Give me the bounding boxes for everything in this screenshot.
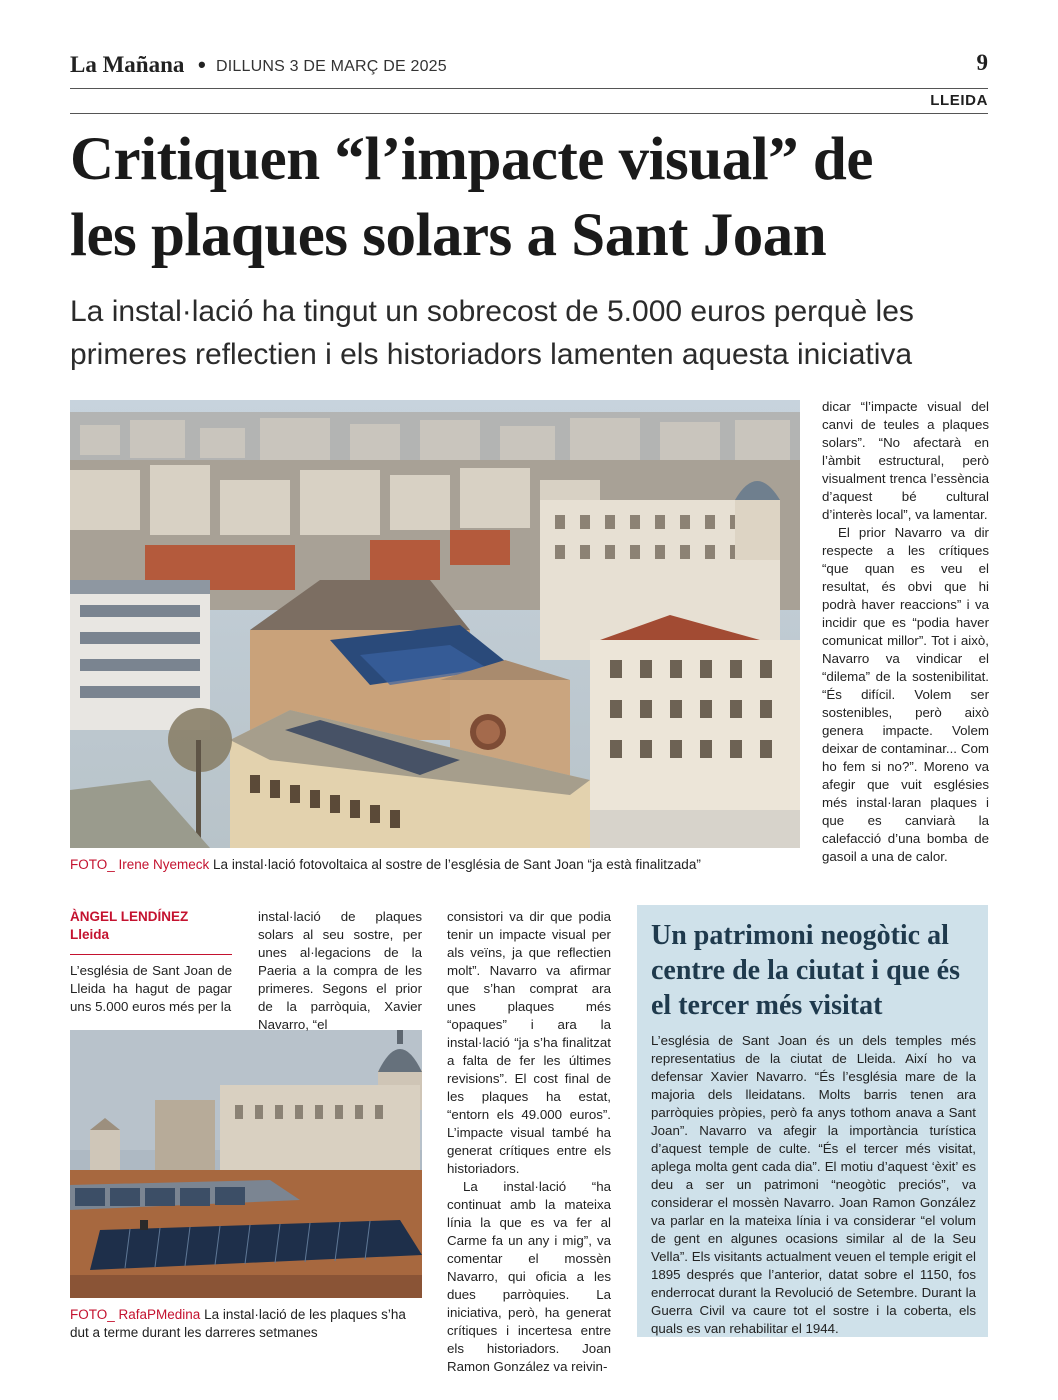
byline-rule	[70, 954, 232, 955]
secondary-photo-caption	[70, 1306, 422, 1342]
body-column-1	[70, 962, 232, 1016]
byline-author: ÀNGEL LENDÍNEZ	[70, 909, 189, 924]
main-photo-church-aerial	[70, 400, 800, 848]
caption-text: La instal·lació fotovoltaica al sostre de l’església de Sant Joan “ja està finalitzada”	[209, 857, 701, 872]
subheadline-line-1: La instal·lació ha tingut un sobrecost de 5.000 euros perquè les	[70, 295, 914, 328]
paragraph: El prior Navarro va dir respecte a les crítiques “que quan es veu el resultat, és obvi que hi podrà haver reaccions” i va incidir que es “podia haver comunicat millor”. Tot i això, Navarro va vindicar el “dilema” de la sostenibilitat. “És difícil. Volem ser sostenibles, però això genera impacte. Volem deixar de contaminar... Com ho fem si no?”. Moreno va afegir que vuit esglésies més instal·laran plaques i que es canviarà la calefacció d’una bomba de gasoil a una de calor.	[822, 525, 989, 864]
dateline: DILLUNS 3 DE MARÇ DE 2025	[216, 58, 447, 75]
photo-credit: FOTO_ RafaPMedina	[70, 1307, 201, 1322]
body-column-3	[447, 908, 611, 1376]
page-number: 9	[976, 50, 988, 75]
subheadline-line-2: primeres reflectien i els historiadors lamenten aquesta iniciativa	[70, 338, 913, 371]
body-column-right	[822, 398, 989, 866]
byline-place: Lleida	[70, 927, 110, 942]
header-rule	[70, 88, 988, 89]
headline-line-1: Critiquen “l’impacte visual” de	[70, 126, 873, 193]
paragraph: dicar “l’impacte visual del canvi de teules a plaques solars”. “No afectarà en l’àmbit estructural, però visualment trenca l’essència d’aquest bé cultural d’interès local”, va lamentar.	[822, 399, 989, 522]
subheadline	[70, 290, 1010, 376]
section-label: LLEIDA	[930, 92, 988, 109]
secondary-photo-solar-roof	[70, 1030, 422, 1298]
paragraph: L’església de Sant Joan de Lleida ha hagut de pagar uns 5.000 euros més per la	[70, 963, 232, 1014]
paragraph: instal·lació de plaques solars al seu sostre, per unes al·legacions de la Paeria a la compra de les primeres. Segons el prior de la parròquia, Xavier Navarro, “el	[258, 909, 422, 1032]
section-rule	[70, 113, 988, 114]
body-column-2	[258, 908, 422, 1034]
caption-text: La instal·lació de les plaques s’ha dut a terme durant les darreres setmanes	[70, 1307, 406, 1340]
sidebar-title: Un patrimoni neogòtic al centre de la ciutat i que és el tercer més visitat	[651, 920, 960, 1021]
photo-credit: FOTO_ Irene Nyemeck	[70, 857, 210, 872]
byline	[70, 908, 232, 944]
main-photo-caption	[70, 856, 810, 874]
masthead-logo: La Mañana	[70, 52, 185, 77]
sidebar-body: L’església de Sant Joan és un dels temples més representatius de la ciutat de Lleida. Així ho va defensar Xavier Navarro. “És l’església mare de la majoria dels lleidatans. Molts barris tenen ara parròquies pròpies, però fa anys tothom anava a Sant Joan”. Navarro va afegir la importància turística d’aquest temple de culte. “És el tercer més visitat, aplega molta gent cada dia”. El motiu d’aquest ‘èxit’ es deu a ser un patrimoni “neogòtic preciós”, va considerar el mossèn Navarro. Joan Ramon González va parlar en la mateixa línia i va considerar “el volum de gent en algunes ocasions similar al de la Seu Vella”. Els visitants actualment veuen el temple erigit el 1895 després que l’anterior, datat sobre el 1150, fos enderrocat durant la Revolució de Setembre. Durant la Guerra Civil va caure tot el sostre i la coberta, els quals es van rehabilitar el 1944.	[651, 1033, 976, 1336]
headline	[70, 122, 1010, 274]
paragraph: consistori va dir que podia tenir un impacte visual per als veïns, ja que reflectien molt”. Navarro va afirmar que s’han comprat ara unes plaques més “opaques” i ara la instal·lació “ja s’ha finalitzat a falta de fer les últimes revisions”. El cost final de les plaques ha estat, “entorn els 49.000 euros”. L’impacte visual també ha generat crítiques entre els historiadors.	[447, 909, 611, 1176]
paragraph: La instal·lació “ha continuat amb la mateixa línia la que es va fer al Carme fa un any i mig”, va comentar el mossèn Navarro, qui oficia a les dues parròquies. La iniciativa, però, ha generat crítiques i incertesa entre els historiadors. Joan Ramon González va reivin-	[447, 1179, 611, 1374]
headline-line-2: les plaques solars a Sant Joan	[70, 202, 827, 269]
masthead-separator: •	[198, 52, 206, 77]
